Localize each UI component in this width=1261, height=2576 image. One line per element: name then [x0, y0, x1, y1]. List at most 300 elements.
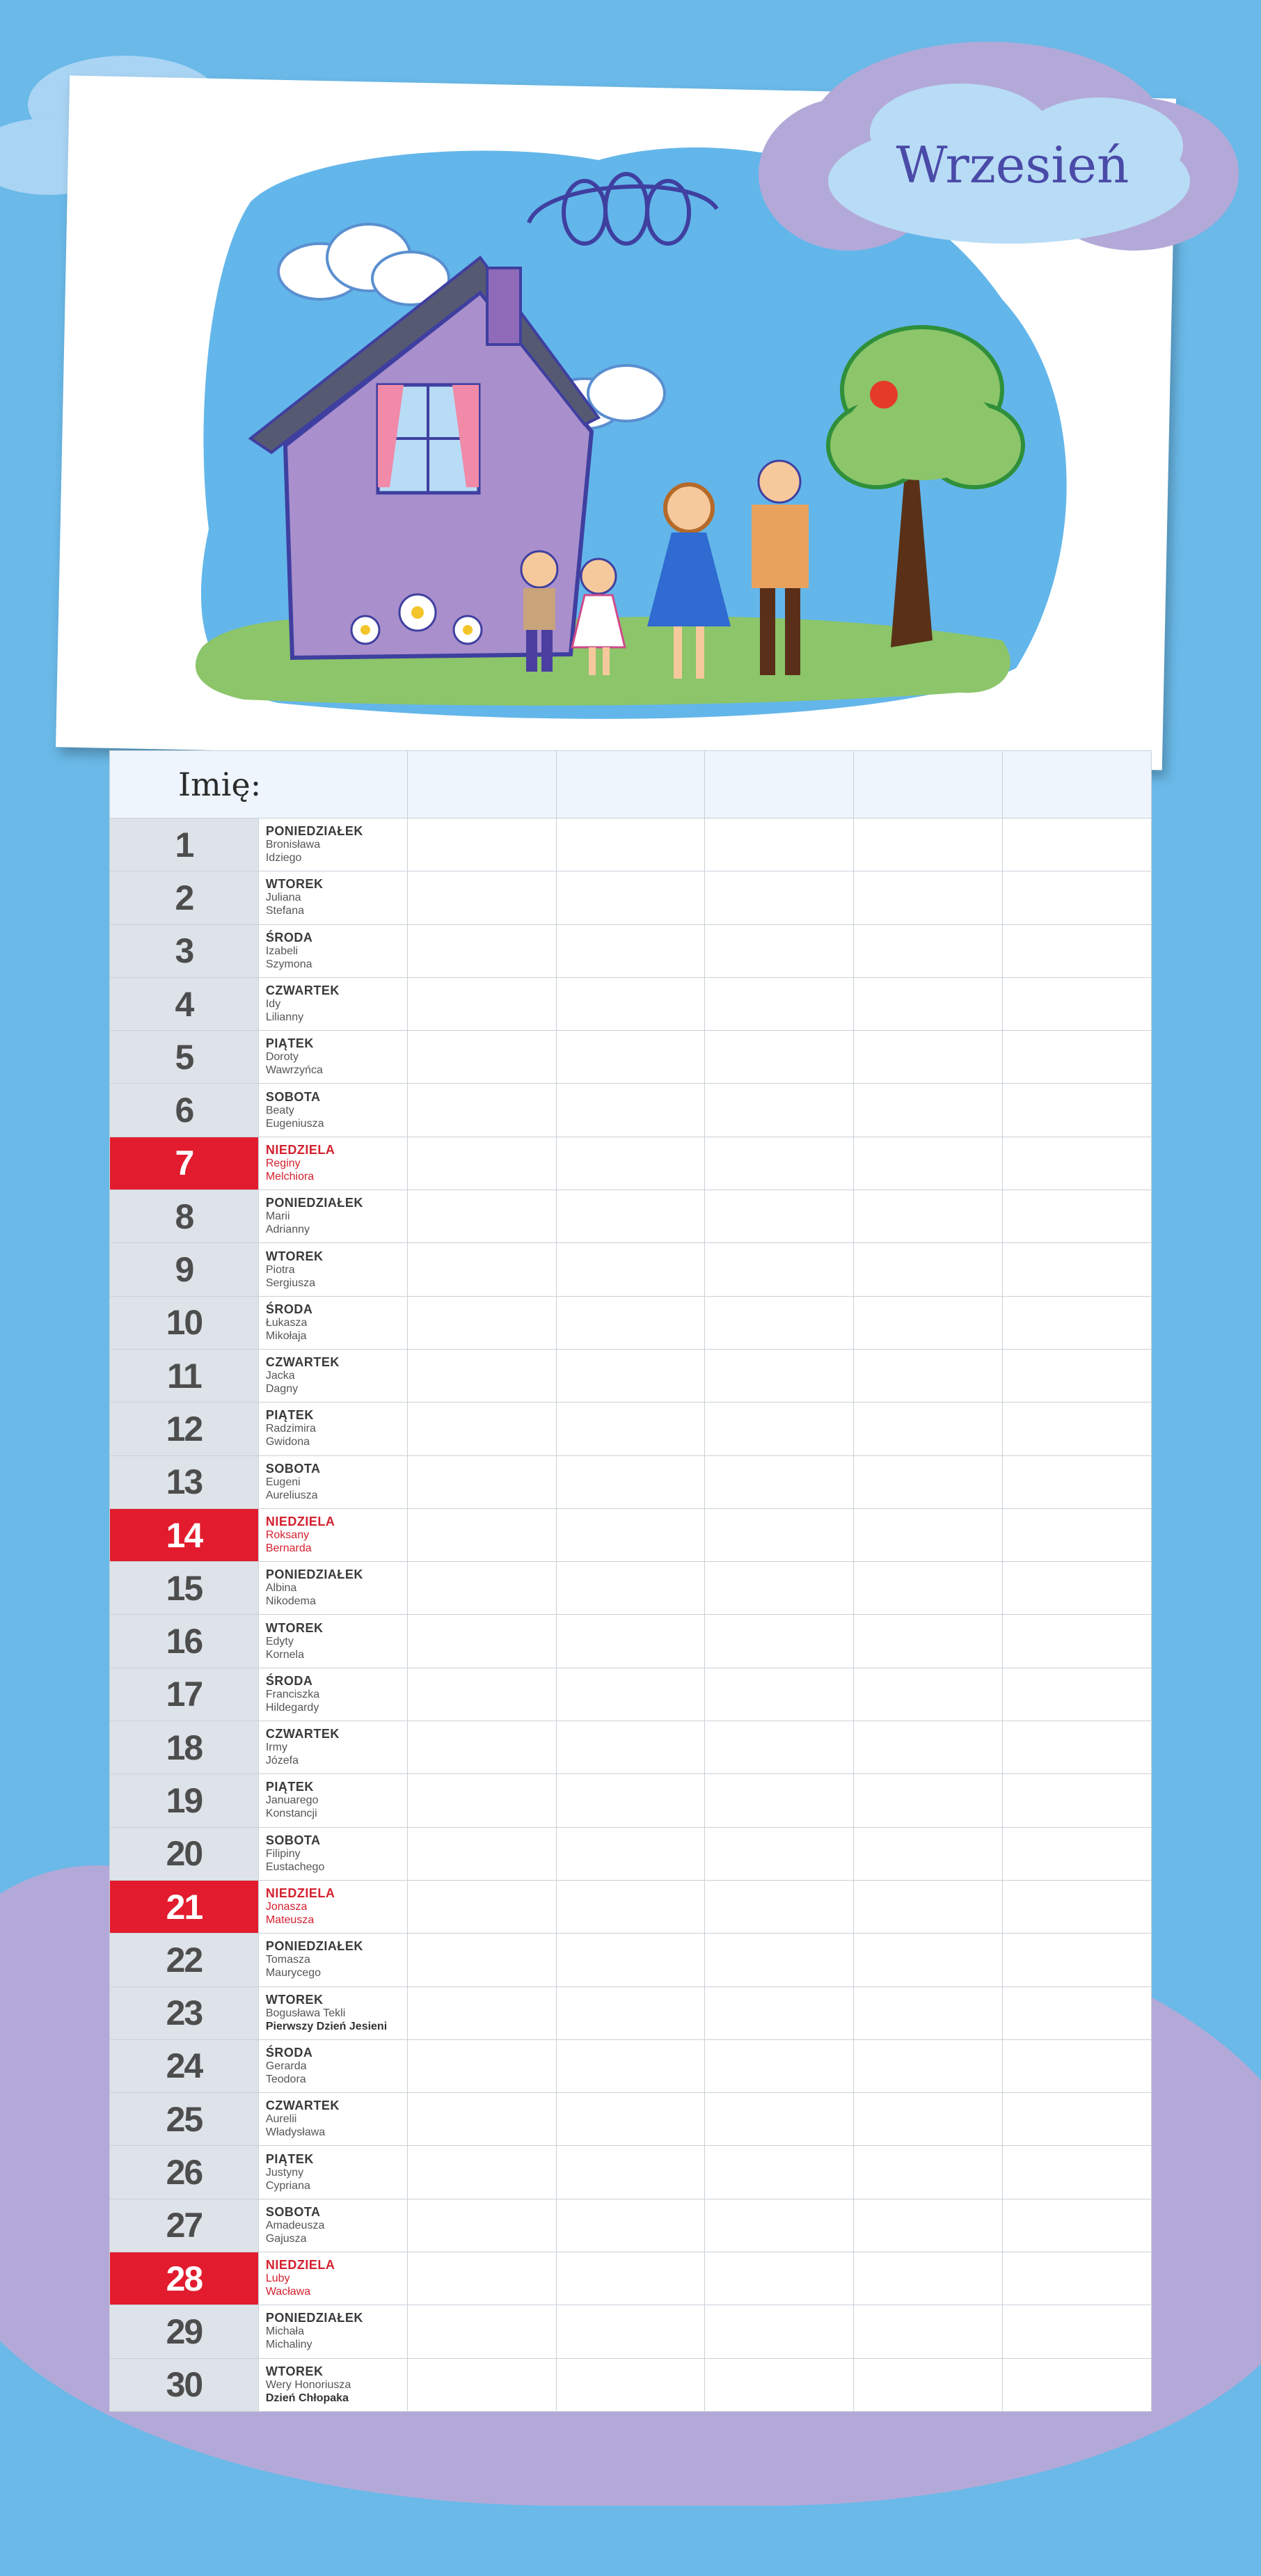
nameday-name: Michaliny [265, 2339, 312, 2351]
entry-cell[interactable] [1003, 1562, 1152, 1615]
entry-cell[interactable] [556, 924, 705, 977]
entry-cell[interactable] [705, 1668, 854, 1721]
entry-cell[interactable] [407, 977, 556, 1030]
entry-cell[interactable] [705, 1349, 854, 1402]
entry-cell[interactable] [1003, 1668, 1152, 1721]
entry-cell[interactable] [556, 2146, 705, 2199]
entry-cell[interactable] [705, 2252, 854, 2305]
nameday-name: Bogusława Tekli [265, 2007, 346, 2019]
entry-cell[interactable] [407, 819, 556, 871]
entry-cell[interactable] [407, 1402, 556, 1455]
entry-cell[interactable] [854, 1880, 1003, 1933]
day-row [110, 1615, 1152, 1668]
entry-cell[interactable] [556, 1243, 705, 1296]
entry-cell[interactable] [1003, 1615, 1152, 1668]
entry-cell[interactable] [1003, 2039, 1152, 2092]
day-number: 6 [110, 1084, 259, 1137]
entry-cell[interactable] [407, 1455, 556, 1508]
day-info [258, 819, 407, 871]
nameday-name: Gwidona [265, 1436, 310, 1448]
entry-cell[interactable] [556, 1137, 705, 1190]
entry-cell[interactable] [705, 977, 854, 1030]
entry-cell[interactable] [407, 2093, 556, 2146]
entry-cell[interactable] [854, 1349, 1003, 1402]
day-number: 27 [110, 2199, 259, 2252]
entry-cell[interactable] [705, 1190, 854, 1243]
weekday-label: CZWARTEK [265, 1355, 340, 1370]
entry-cell[interactable] [556, 2039, 705, 2092]
nameday-name: Szymona [265, 958, 312, 970]
entry-cell[interactable] [407, 1615, 556, 1668]
weekday-label: WTOREK [265, 1620, 324, 1635]
entry-cell[interactable] [556, 1986, 705, 2039]
day-info [258, 1721, 407, 1774]
entry-cell[interactable] [407, 1774, 556, 1827]
day-info [258, 2146, 407, 2199]
entry-cell[interactable] [556, 1508, 705, 1561]
day-info [258, 1402, 407, 1455]
entry-cell[interactable] [556, 1031, 705, 1084]
weekday-label: NIEDZIELA [265, 1886, 335, 1901]
entry-cell[interactable] [854, 1562, 1003, 1615]
entry-cell[interactable] [1003, 2358, 1152, 2411]
entry-cell[interactable] [1003, 2199, 1152, 2252]
entry-cell[interactable] [1003, 977, 1152, 1030]
entry-cell[interactable] [556, 2358, 705, 2411]
weekday-label: ŚRODA [265, 930, 313, 945]
weekday-label: SOBOTA [265, 2204, 321, 2219]
day-number: 13 [110, 1455, 259, 1508]
entry-cell[interactable] [556, 1721, 705, 1774]
entry-cell[interactable] [854, 977, 1003, 1030]
entry-cell[interactable] [854, 1190, 1003, 1243]
entry-cell[interactable] [854, 2039, 1003, 2092]
entry-cell[interactable] [407, 1031, 556, 1084]
nameday-name: Maurycego [265, 1967, 321, 1980]
nameday-name: Eustachego [265, 1860, 325, 1873]
day-number: 12 [110, 1402, 259, 1455]
day-info [258, 1827, 407, 1880]
entry-cell[interactable] [407, 1562, 556, 1615]
day-row [110, 2093, 1152, 2146]
entry-cell[interactable] [854, 2093, 1003, 2146]
entry-cell[interactable] [556, 1774, 705, 1827]
entry-cell[interactable] [705, 1296, 854, 1349]
day-row [110, 1562, 1152, 1615]
entry-cell[interactable] [1003, 924, 1152, 977]
nameday-name: Konstancji [265, 1808, 317, 1820]
entry-cell[interactable] [556, 1084, 705, 1137]
entry-cell[interactable] [854, 1508, 1003, 1561]
day-row [110, 2039, 1152, 2092]
nameday-name: Mikołaja [265, 1329, 307, 1342]
entry-cell[interactable] [407, 2305, 556, 2358]
weekday-label: SOBOTA [265, 1461, 321, 1476]
nameday-name: Aureliusza [265, 1489, 318, 1501]
entry-cell[interactable] [854, 1402, 1003, 1455]
entry-cell[interactable] [556, 2252, 705, 2305]
day-row [110, 1349, 1152, 1402]
entry-cell[interactable] [407, 1243, 556, 1296]
entry-cell[interactable] [407, 2358, 556, 2411]
day-number: 4 [110, 977, 259, 1030]
entry-cell[interactable] [407, 924, 556, 977]
day-number: 20 [110, 1827, 259, 1880]
entry-cell[interactable] [556, 1349, 705, 1402]
day-row [110, 1880, 1152, 1933]
entry-cell[interactable] [407, 1668, 556, 1721]
day-number: 15 [110, 1562, 259, 1615]
entry-cell[interactable] [854, 2305, 1003, 2358]
name-column-cell[interactable] [407, 751, 556, 819]
weekday-label: SOBOTA [265, 1833, 321, 1847]
nameday-name: Marii [265, 1210, 290, 1223]
entry-cell[interactable] [705, 1402, 854, 1455]
entry-cell[interactable] [854, 1615, 1003, 1668]
entry-cell[interactable] [556, 1190, 705, 1243]
nameday-name: Wacława [265, 2286, 311, 2298]
entry-cell[interactable] [407, 1349, 556, 1402]
nameday-name: Albina [265, 1582, 297, 1595]
entry-cell[interactable] [1003, 2252, 1152, 2305]
entry-cell[interactable] [407, 1296, 556, 1349]
nameday-name: Roksany [265, 1529, 310, 1541]
entry-cell[interactable] [854, 1721, 1003, 1774]
weekday-label: WTOREK [265, 1992, 324, 2007]
entry-cell[interactable] [1003, 2305, 1152, 2358]
nameday-name: Nikodema [265, 1595, 316, 1608]
day-number: 16 [110, 1615, 259, 1668]
day-number: 29 [110, 2305, 259, 2358]
day-number: 10 [110, 1296, 259, 1349]
entry-cell[interactable] [854, 1296, 1003, 1349]
entry-cell[interactable] [556, 2199, 705, 2252]
weekday-label: ŚRODA [265, 1302, 313, 1316]
planner-body [110, 819, 1152, 2412]
entry-cell[interactable] [1003, 1455, 1152, 1508]
weekday-label: NIEDZIELA [265, 1142, 335, 1157]
weekday-label: PONIEDZIAŁEK [265, 1196, 363, 1210]
entry-cell[interactable] [854, 819, 1003, 871]
nameday-name: Eugeniusza [265, 1117, 324, 1130]
entry-cell[interactable] [556, 871, 705, 924]
nameday-name: Irmy [265, 1741, 287, 1754]
entry-cell[interactable] [1003, 1774, 1152, 1827]
day-info [258, 1986, 407, 2039]
day-number: 26 [110, 2146, 259, 2199]
day-number: 25 [110, 2093, 259, 2146]
nameday-name: Idy [265, 998, 281, 1011]
entry-cell[interactable] [407, 2039, 556, 2092]
entry-cell[interactable] [854, 1774, 1003, 1827]
entry-cell[interactable] [1003, 1296, 1152, 1349]
day-row [110, 1721, 1152, 1774]
nameday-name: Beaty [265, 1104, 294, 1116]
entry-cell[interactable] [407, 1827, 556, 1880]
day-number: 30 [110, 2358, 259, 2411]
name-column-cell[interactable] [854, 751, 1003, 819]
entry-cell[interactable] [407, 1721, 556, 1774]
entry-cell[interactable] [407, 2199, 556, 2252]
entry-cell[interactable] [705, 2305, 854, 2358]
day-info [258, 1243, 407, 1296]
entry-cell[interactable] [556, 2093, 705, 2146]
weekday-label: NIEDZIELA [265, 2258, 335, 2273]
day-info [258, 1349, 407, 1402]
nameday-name: Tomasza [265, 1954, 310, 1966]
nameday-name: Gajusza [265, 2232, 307, 2245]
entry-cell[interactable] [854, 2358, 1003, 2411]
entry-cell[interactable] [705, 2358, 854, 2411]
day-info [258, 2199, 407, 2252]
weekday-label: CZWARTEK [265, 2099, 340, 2113]
weekday-label: SOBOTA [265, 1089, 321, 1104]
day-row [110, 2146, 1152, 2199]
day-info [258, 1455, 407, 1508]
weekday-label: ŚRODA [265, 1673, 313, 1688]
day-row [110, 1296, 1152, 1349]
entry-cell[interactable] [556, 1562, 705, 1615]
day-info [258, 924, 407, 977]
entry-cell[interactable] [407, 1190, 556, 1243]
day-info [258, 1190, 407, 1243]
weekday-label: NIEDZIELA [265, 1515, 335, 1528]
day-number: 7 [110, 1137, 259, 1190]
entry-cell[interactable] [556, 1455, 705, 1508]
entry-cell[interactable] [854, 1986, 1003, 2039]
entry-cell[interactable] [556, 1880, 705, 1933]
day-row [110, 1402, 1152, 1455]
entry-cell[interactable] [854, 2146, 1003, 2199]
nameday-name: Teodora [265, 2073, 306, 2085]
nameday-name: Eugeni [265, 1476, 301, 1488]
entry-cell[interactable] [407, 1508, 556, 1561]
day-number: 24 [110, 2039, 259, 2092]
entry-cell[interactable] [705, 1880, 854, 1933]
entry-cell[interactable] [1003, 1986, 1152, 2039]
entry-cell[interactable] [1003, 1508, 1152, 1561]
weekday-label: PONIEDZIAŁEK [265, 1567, 363, 1582]
entry-cell[interactable] [556, 1668, 705, 1721]
day-info [258, 1774, 407, 1827]
entry-cell[interactable] [1003, 871, 1152, 924]
nameday-name: Doroty [265, 1051, 299, 1064]
entry-cell[interactable] [705, 819, 854, 871]
entry-cell[interactable] [705, 2093, 854, 2146]
entry-cell[interactable] [407, 1137, 556, 1190]
day-row [110, 977, 1152, 1030]
weekday-label: PIĄTEK [265, 1780, 314, 1794]
day-number: 23 [110, 1986, 259, 2039]
name-column-cell[interactable] [556, 751, 705, 819]
entry-cell[interactable] [1003, 1137, 1152, 1190]
entry-cell[interactable] [854, 1137, 1003, 1190]
entry-cell[interactable] [705, 1721, 854, 1774]
header-row [110, 751, 1152, 819]
entry-cell[interactable] [854, 1084, 1003, 1137]
day-info [258, 871, 407, 924]
entry-cell[interactable] [556, 977, 705, 1030]
entry-cell[interactable] [705, 1986, 854, 2039]
nameday-name: Januarego [265, 1794, 319, 1807]
entry-cell[interactable] [705, 2199, 854, 2252]
entry-cell[interactable] [1003, 1880, 1152, 1933]
nameday-name: Łukasza [265, 1316, 308, 1329]
weekday-label: PIĄTEK [265, 1408, 314, 1423]
entry-cell[interactable] [705, 1508, 854, 1561]
day-info [258, 1668, 407, 1721]
nameday-name: Władysława [265, 2126, 326, 2139]
nameday-name: Sergiusza [265, 1277, 315, 1289]
entry-cell[interactable] [1003, 2146, 1152, 2199]
entry-cell[interactable] [1003, 1349, 1152, 1402]
weekday-label: CZWARTEK [265, 983, 340, 998]
holiday-label: Dzień Chłopaka [265, 2392, 349, 2404]
entry-cell[interactable] [705, 1827, 854, 1880]
entry-cell[interactable] [854, 871, 1003, 924]
nameday-name: Wery Honoriusza [265, 2378, 351, 2391]
day-info [258, 2093, 407, 2146]
weekday-label: WTOREK [265, 1249, 324, 1263]
day-number: 9 [110, 1243, 259, 1296]
entry-cell[interactable] [1003, 1243, 1152, 1296]
day-number: 22 [110, 1934, 259, 1986]
day-info [258, 2039, 407, 2092]
entry-cell[interactable] [1003, 819, 1152, 871]
day-row [110, 1986, 1152, 2039]
day-info [258, 1615, 407, 1668]
entry-cell[interactable] [854, 2199, 1003, 2252]
entry-cell[interactable] [1003, 1084, 1152, 1137]
entry-cell[interactable] [407, 1934, 556, 1986]
entry-cell[interactable] [705, 2039, 854, 2092]
entry-cell[interactable] [407, 871, 556, 924]
entry-cell[interactable] [854, 1827, 1003, 1880]
entry-cell[interactable] [1003, 2093, 1152, 2146]
entry-cell[interactable] [556, 1296, 705, 1349]
entry-cell[interactable] [705, 924, 854, 977]
nameday-name: Kornela [265, 1648, 304, 1661]
entry-cell[interactable] [705, 871, 854, 924]
entry-cell[interactable] [705, 1562, 854, 1615]
day-info [258, 1880, 407, 1933]
weekday-label: PIĄTEK [265, 2151, 314, 2166]
day-number: 3 [110, 924, 259, 977]
entry-cell[interactable] [1003, 1190, 1152, 1243]
day-info [258, 1031, 407, 1084]
day-row [110, 1084, 1152, 1137]
day-info [258, 1137, 407, 1190]
day-row [110, 819, 1152, 871]
nameday-name: Mateusza [265, 1914, 315, 1927]
entry-cell[interactable] [705, 1934, 854, 1986]
day-row [110, 871, 1152, 924]
day-info [258, 1934, 407, 1986]
entry-cell[interactable] [705, 1084, 854, 1137]
entry-cell[interactable] [1003, 1827, 1152, 1880]
day-row [110, 1455, 1152, 1508]
nameday-name: Gerarda [265, 2060, 307, 2072]
entry-cell[interactable] [407, 2146, 556, 2199]
entry-cell[interactable] [854, 924, 1003, 977]
entry-cell[interactable] [854, 1031, 1003, 1084]
day-row [110, 1243, 1152, 1296]
nameday-name: Stefana [265, 905, 304, 917]
entry-cell[interactable] [407, 1986, 556, 2039]
nameday-name: Luby [265, 2273, 290, 2285]
day-info [258, 2358, 407, 2411]
entry-cell[interactable] [854, 1668, 1003, 1721]
day-info [258, 1562, 407, 1615]
entry-cell[interactable] [1003, 1934, 1152, 1986]
entry-cell[interactable] [705, 1031, 854, 1084]
entry-cell[interactable] [1003, 1721, 1152, 1774]
entry-cell[interactable] [407, 2252, 556, 2305]
day-row [110, 2358, 1152, 2411]
nameday-name: Amadeusza [265, 2219, 325, 2231]
entry-cell[interactable] [556, 2305, 705, 2358]
entry-cell[interactable] [705, 1137, 854, 1190]
entry-cell[interactable] [705, 1455, 854, 1508]
entry-cell[interactable] [854, 2252, 1003, 2305]
entry-cell[interactable] [556, 1615, 705, 1668]
apple-icon [870, 381, 898, 409]
day-number: 2 [110, 871, 259, 924]
weekday-label: PONIEDZIAŁEK [265, 1939, 363, 1954]
weekday-label: WTOREK [265, 877, 324, 892]
entry-cell[interactable] [854, 1934, 1003, 1986]
nameday-name: Edyty [265, 1635, 294, 1647]
entry-cell[interactable] [556, 1934, 705, 1986]
entry-cell[interactable] [854, 1243, 1003, 1296]
entry-cell[interactable] [556, 1402, 705, 1455]
day-number: 28 [110, 2252, 259, 2305]
holiday-label: Pierwszy Dzień Jesieni [265, 2020, 388, 2032]
nameday-name: Hildegardy [265, 1701, 319, 1714]
name-column-cell[interactable] [705, 751, 854, 819]
name-column-cell[interactable] [1003, 751, 1152, 819]
entry-cell[interactable] [705, 1774, 854, 1827]
entry-cell[interactable] [705, 1615, 854, 1668]
nameday-name: Jonasza [265, 1901, 308, 1913]
entry-cell[interactable] [705, 1243, 854, 1296]
entry-cell[interactable] [854, 1455, 1003, 1508]
nameday-name: Melchiora [265, 1170, 315, 1183]
day-row [110, 1190, 1152, 1243]
nameday-name: Juliana [265, 892, 301, 904]
entry-cell[interactable] [1003, 1031, 1152, 1084]
nameday-name: Bronisława [265, 839, 321, 851]
entry-cell[interactable] [407, 1880, 556, 1933]
nameday-name: Radzimira [265, 1423, 316, 1435]
weekday-label: WTOREK [265, 2364, 324, 2378]
entry-cell[interactable] [705, 2146, 854, 2199]
nameday-name: Wawrzyńca [265, 1064, 323, 1077]
nameday-name: Michała [265, 2325, 304, 2338]
entry-cell[interactable] [407, 1084, 556, 1137]
weekday-label: CZWARTEK [265, 1727, 340, 1741]
day-info [258, 2252, 407, 2305]
day-info [258, 1084, 407, 1137]
nameday-name: Piotra [265, 1263, 295, 1276]
entry-cell[interactable] [556, 1827, 705, 1880]
day-info [258, 1508, 407, 1561]
entry-cell[interactable] [1003, 1402, 1152, 1455]
entry-cell[interactable] [556, 819, 705, 871]
day-number: 18 [110, 1721, 259, 1774]
nameday-name: Reginy [265, 1157, 301, 1169]
day-row [110, 1827, 1152, 1880]
